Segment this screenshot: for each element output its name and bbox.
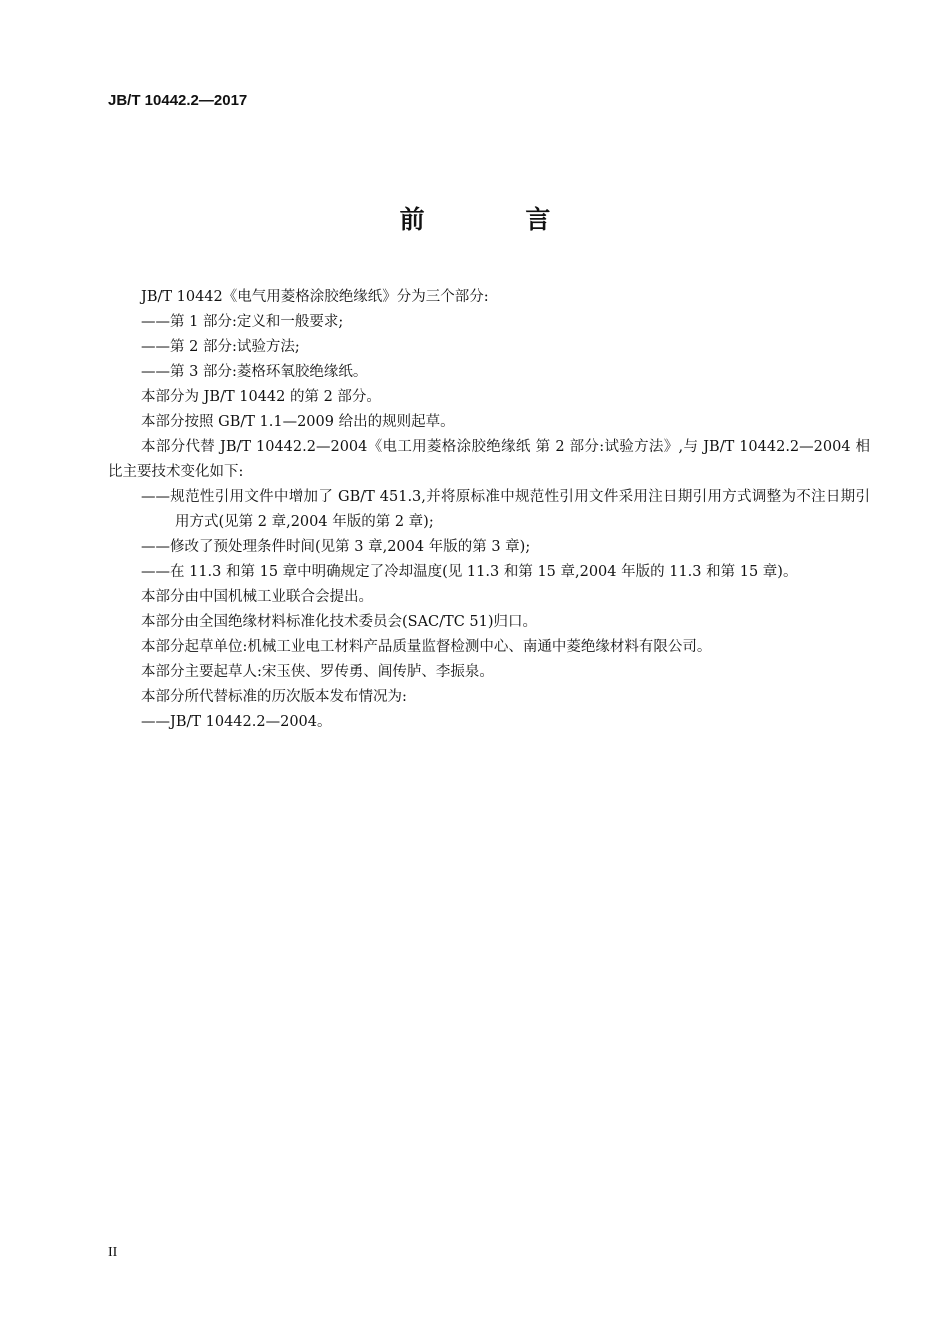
paragraph: 本部分主要起草人:宋玉侠、罗传勇、阊传胪、李振泉。 [141, 664, 494, 680]
foreword-body [108, 285, 870, 735]
paragraph: 本部分代替 JB/T 10442.2—2004《电工用菱格涂胶绝缘纸 第 2 部分:试验方法》,与 JB/T 10442.2—2004 相比主要技术变化如下: [108, 439, 870, 480]
page-title: 前 言 [399, 205, 597, 234]
paragraph: 本部分按照 GB/T 1.1—2009 给出的规则起草。 [141, 414, 455, 430]
list-item: ——第 3 部分:菱格环氧胶绝缘纸。 [141, 364, 368, 380]
document-id: JB/T 10442.2—2017 [108, 92, 248, 109]
page-number: II [108, 1245, 118, 1260]
list-item: ——第 1 部分:定义和一般要求; [141, 314, 344, 330]
list-item: ——规范性引用文件中增加了 GB/T 451.3,并将原标准中规范性引用文件采用注日期引用方式调整为不注日期引用方式(见第 2 章,2004 年版的第 2 章); [141, 489, 870, 530]
paragraph: 本部分由中国机械工业联合会提出。 [141, 589, 373, 605]
list-item: ——在 11.3 和第 15 章中明确规定了冷却温度(见 11.3 和第 15 章,2004 年版的 11.3 和第 15 章)。 [141, 564, 798, 580]
list-item: ——第 2 部分:试验方法; [141, 339, 300, 355]
paragraph: 本部分所代替标准的历次版本发布情况为: [141, 689, 407, 705]
paragraph: JB/T 10442《电气用菱格涂胶绝缘纸》分为三个部分: [141, 289, 489, 305]
list-item: ——JB/T 10442.2—2004。 [141, 714, 332, 730]
paragraph: 本部分为 JB/T 10442 的第 2 部分。 [141, 389, 381, 405]
list-item: ——修改了预处理条件时间(见第 3 章,2004 年版的第 3 章); [141, 539, 531, 555]
paragraph: 本部分起草单位:机械工业电工材料产品质量监督检测中心、南通中菱绝缘材料有限公司。 [141, 639, 712, 655]
paragraph: 本部分由全国绝缘材料标准化技术委员会(SAC/TC 51)归口。 [141, 614, 538, 630]
